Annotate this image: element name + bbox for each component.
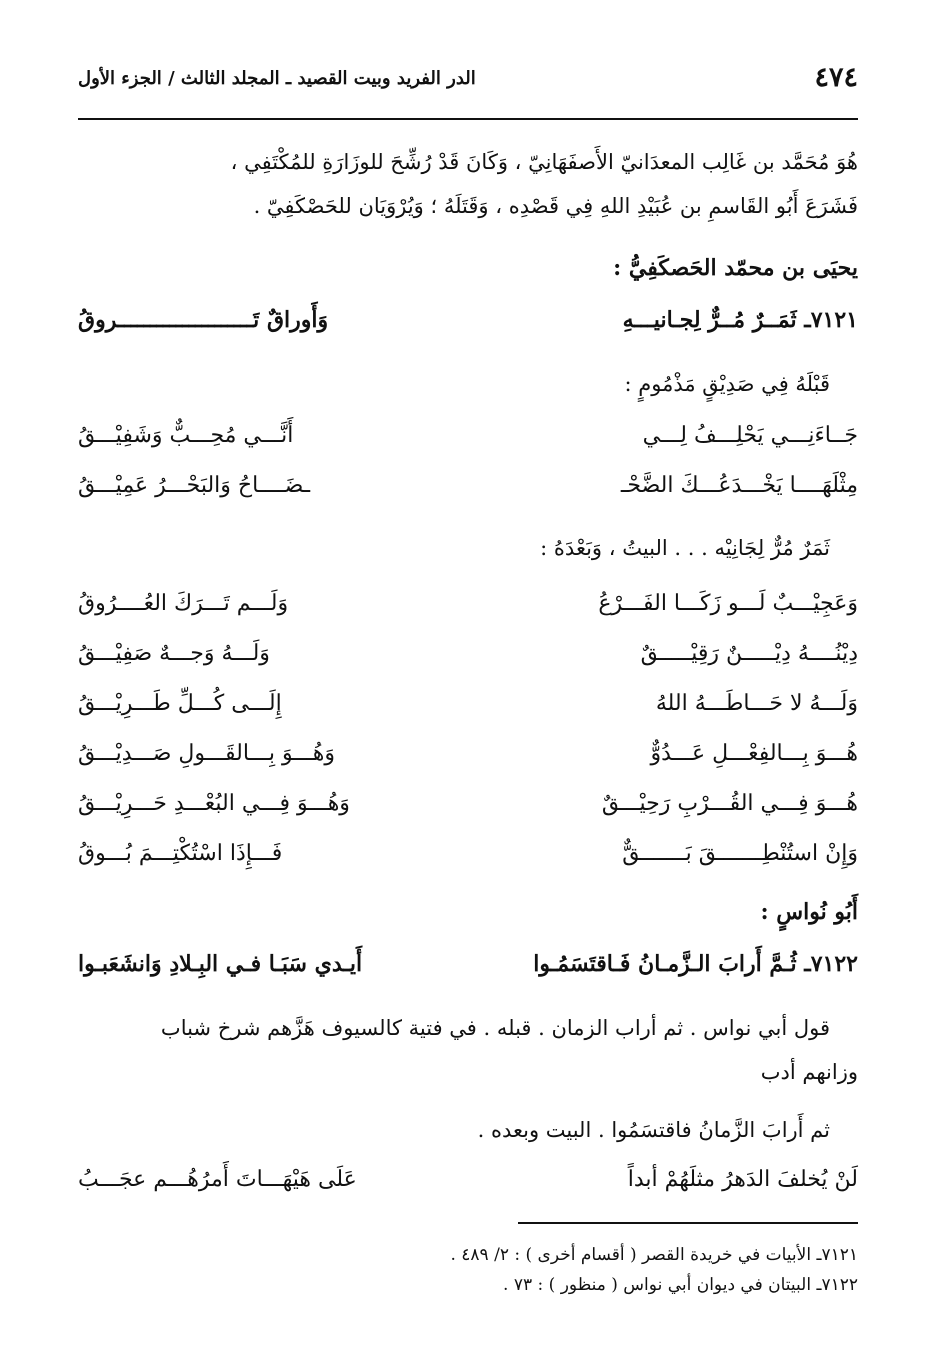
intro-paragraph <box>78 140 858 228</box>
note-paragraph-cont <box>78 1050 858 1094</box>
verse-hemistich-first: ٧١٢١ـ ثَمَــرٌ مُــرٌّ لِجـانيـــهِ <box>622 307 858 333</box>
header-rule <box>78 118 858 120</box>
verse-hemistich-first: وَإِنْ استُنْطِـــــــقَ بَـــــــقٌّ <box>622 841 858 866</box>
verse-row <box>78 834 858 884</box>
verse-hemistich-second: ـضَــــاحُ وَالبَحْـــرُ عَمِيْـــقُ <box>78 473 311 498</box>
verse-row <box>78 634 858 684</box>
verse-hemistich-second: وَهُـــوَ فِـــي البُعْـــدِ حَـــرِيْـــقُ <box>78 791 350 816</box>
verse-hemistich-second: وَلَـــم تَـــرَكَ العُــــرُوقُ <box>78 591 289 616</box>
verse-hemistich-first: وَلَـــهُ لا حَـــاطَـــهُ اللهُ <box>655 691 858 716</box>
verse-hemistich-second: وَهُـــوَ بِـــالقَـــولِ صَـــدِيْـــقُ <box>78 741 335 766</box>
running-title: الدر الفريد وبيت القصيد ـ المجلد الثالث / الجزء الأول <box>78 68 476 89</box>
verse-hemistich-second: أَنَّـــي مُحِـــبٌّ وَشَفِيْـــقُ <box>78 423 294 448</box>
note-line-2: وزانهم أدب <box>760 1060 858 1084</box>
after-label: ثَمَرٌ مُرٌّ لِجَانِيْه . . . البيتُ ، وَبَعْدَهُ : <box>540 536 830 560</box>
verse-hemistich-second: وَلَـــهُ وَجـــهٌ صَفِيْـــقُ <box>78 641 270 666</box>
note-line-1: قول أبي نواس . ثم أراب الزمان . قبله . في فتية كالسيوف هَزَّهم شرخ شباب <box>160 1016 830 1040</box>
verse-hemistich-second: أَيـدي سَبَـا فـي البِـلادِ وَانشَعَبـوا <box>78 951 363 977</box>
verse-hemistich-first: ٧١٢٢ـ ثُـمَّ أَرابَ الـزَّمـانُ فَـاقتَسَمُـوا <box>533 951 858 977</box>
footnote-7122: ٧١٢٢ـ البيتان في ديوان أبي نواس ( منظور ) : ٧٣ . <box>503 1275 858 1295</box>
section-heading-abu-nuwas: أَبُو نُواسٍ : <box>760 899 858 925</box>
intro-line-2: فَشَرَعَ أَبُو القَاسمِ بن عُبَيْدِ اللهِ فِي قَصْدِه ، وَقَتَلَهُ ؛ وَيُرْوَيَان للحَصْكَفِيّ . <box>253 194 858 218</box>
verse-row <box>78 584 858 634</box>
verse-row <box>78 466 858 516</box>
before-label: قَبْلَهُ فِي صَدِيْقٍ مَذْمُومٍ : <box>624 372 830 396</box>
verse-hemistich-first: وَعَجِيْـــبٌ لَـــو زَكَـــا الفَـــرْعُ <box>598 591 858 616</box>
verse-7122 <box>78 944 858 994</box>
verse-hemistich-first: مِثْلَهَــــا يَخْـــدَعُـــكَ الضَّحْـ <box>620 473 858 498</box>
verse-hemistich-first: جَــاءَنِـــي يَحْلِـــفُ لِـــي <box>642 423 858 448</box>
verse-row <box>78 784 858 834</box>
after-label-abu-nuwas: ثم أَرابَ الزَّمانُ فاقتسَمُوا . البيت وبعده . <box>477 1118 830 1142</box>
verse-hemistich-second: عَلَى هَيْهَـــاتَ أَمرُهُـــم عجَـــبُ <box>78 1167 357 1192</box>
verse-row <box>78 734 858 784</box>
page-number: ٤٧٤ <box>814 62 858 93</box>
verse-hemistich-first: هُـــوَ بِـــالفِعْـــلِ عَـــدُوٌّ <box>650 741 858 766</box>
verse-row <box>78 684 858 734</box>
verse-hemistich-second: إِلَـــى كُـــلِّ طَـــرِيْـــقُ <box>78 691 282 716</box>
verse-hemistich-second: وَأَوراقٌ تَـــــــــــــــــــــروقُ <box>78 307 329 333</box>
verse-row <box>78 1160 858 1210</box>
intro-line-1: هُوَ مُحَمَّد بن غَالِب المعدَانيّ الأَصفَهَانِيّ ، وَكَانَ قَدْ رُشِّحَ للوزَارَةِ للمُكْتَفِي ، <box>230 150 858 174</box>
page-header <box>78 62 858 102</box>
verse-7121 <box>78 300 858 350</box>
verse-hemistich-first: هُـــوَ فِـــي القُـــرْبِ رَحِيْـــقٌ <box>601 791 858 816</box>
verse-hemistich-first: دِيْنُــــهُ دِيْـــــنٌ رَقِيْـــــقٌ <box>640 641 858 666</box>
note-paragraph <box>70 1006 830 1050</box>
section-heading-hasakfi: يحيَى بن محمّد الحَصكَفِيُّ : <box>613 255 858 281</box>
verse-hemistich-second: فَـــإِذَا اسْتُكْتِـــمَ بُـــوقُ <box>78 841 283 866</box>
verse-row <box>78 416 858 466</box>
footnotes <box>78 1240 858 1300</box>
footnote-7121: ٧١٢١ـ الأبيات في خريدة القصر ( أقسام أخرى ) : ٢/ ٤٨٩ . <box>450 1245 858 1265</box>
footnote-rule <box>518 1222 858 1224</box>
verse-hemistich-first: لَنْ يُخلفَ الدَهرُ مثلَهُمْ أبداً <box>627 1167 858 1192</box>
